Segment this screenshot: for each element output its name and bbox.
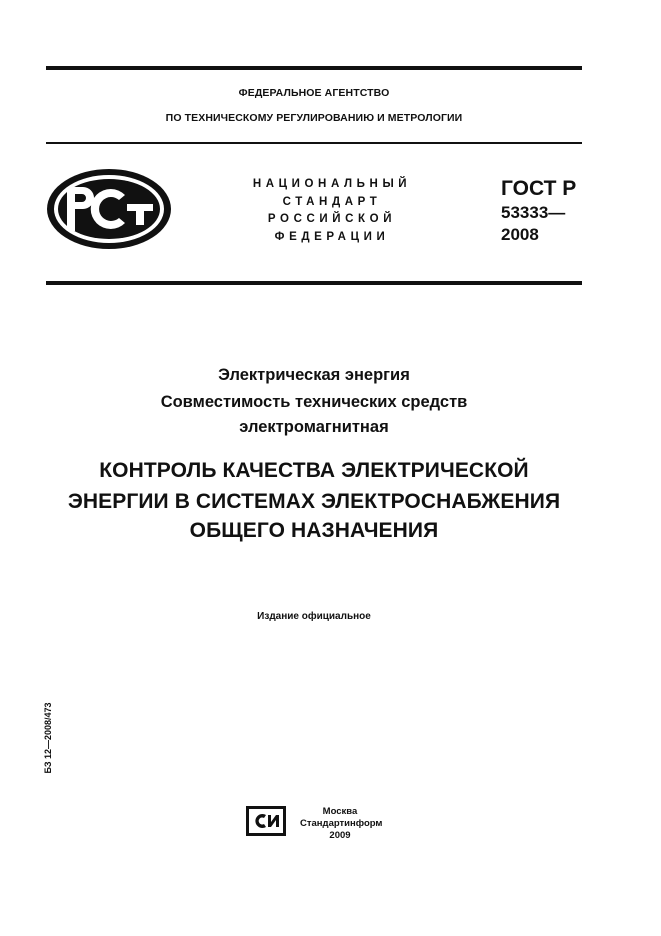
designation-line-2: 53333— xyxy=(501,203,566,222)
standartinform-logo-icon xyxy=(246,806,286,836)
edition-label: Издание официальное xyxy=(257,611,371,622)
publisher-name: Стандартинформ xyxy=(300,818,383,829)
catalog-number: БЗ 12—2008/473 xyxy=(43,702,53,774)
rst-certification-mark-icon xyxy=(45,167,173,251)
agency-name-line-2: ПО ТЕХНИЧЕСКОМУ РЕГУЛИРОВАНИЮ И МЕТРОЛОГИИ xyxy=(165,112,463,124)
header-bottom-rule xyxy=(46,281,582,285)
main-title-line-3: ОБЩЕГО НАЗНАЧЕНИЯ xyxy=(189,519,439,542)
subtitle-line-3: электромагнитная xyxy=(239,418,389,436)
agency-name-line-1: ФЕДЕРАЛЬНОЕ АГЕНТСТВО xyxy=(238,87,390,99)
publisher-city: Москва xyxy=(322,806,358,817)
subtitle-line-2: Совместимость технических средств xyxy=(160,393,468,411)
top-rule xyxy=(46,66,582,70)
publication-year: 2009 xyxy=(329,830,351,841)
subtitle-line-1: Электрическая энергия xyxy=(218,366,410,384)
designation-line-3: 2008 xyxy=(501,225,539,244)
designation-line-1: ГОСТ Р xyxy=(501,177,577,200)
standard-type-line-4: ФЕДЕРАЦИИ xyxy=(274,231,390,243)
header-divider xyxy=(46,142,582,144)
standard-type-line-2: СТАНДАРТ xyxy=(282,196,382,208)
standard-type-line-1: НАЦИОНАЛЬНЫЙ xyxy=(252,178,412,190)
standard-type-line-3: РОССИЙСКОЙ xyxy=(267,213,397,225)
main-title-line-1: КОНТРОЛЬ КАЧЕСТВА ЭЛЕКТРИЧЕСКОЙ xyxy=(99,459,529,482)
main-title-line-2: ЭНЕРГИИ В СИСТЕМАХ ЭЛЕКТРОСНАБЖЕНИЯ xyxy=(67,490,561,513)
